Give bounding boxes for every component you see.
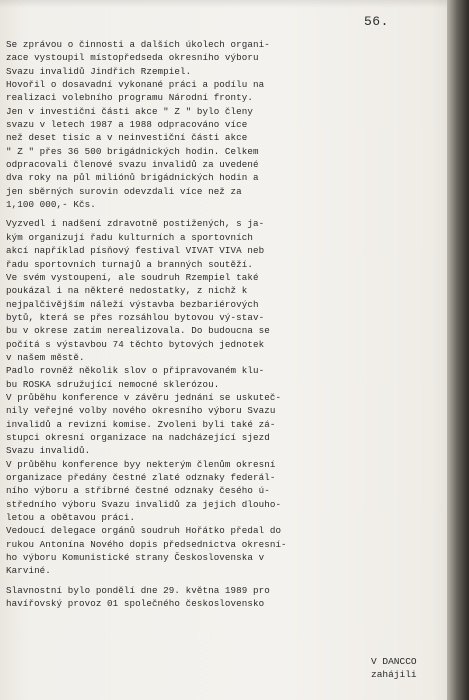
text-line: odpracovali členové svazu invalidů za uvedené xyxy=(6,159,259,171)
text-line: zace vystoupil místopředseda okresního výboru xyxy=(6,52,259,64)
text-line: počítá s výstavbou 74 těchto bytových jednotek xyxy=(6,338,265,350)
book-binding-edge xyxy=(447,0,469,700)
text-line: řadu sportovních turnajů a branných soutěží. xyxy=(6,258,253,270)
page-number: 56. xyxy=(364,14,389,29)
text-line: jen sběrných surovin odevzdali více než za xyxy=(6,185,242,197)
text-line: Svazu invalidů. xyxy=(6,445,91,457)
text-line: rukou Antonína Nového dopis předsednictva okresní- xyxy=(6,538,287,550)
text-line: Jen v investiční části akce " Z " bylo členy xyxy=(6,105,253,117)
text-line: Karviné. xyxy=(6,565,51,577)
text-line: Se zprávou o činnosti a dalších úkolech organi- xyxy=(6,39,270,50)
text-line: než deset tisíc a v neinvestiční části akce xyxy=(6,132,248,144)
text-line: V průběhu konference byy nekterým členům okresní xyxy=(6,458,276,470)
text-line: středního výboru Svazu invalidů za jejich dlouho- xyxy=(6,498,282,510)
page-shadow xyxy=(0,0,447,8)
text-line: akcí například písňový festival VIVAT VIVA neb xyxy=(6,245,265,257)
text-line: havířovský provoz 01 společného československo xyxy=(6,598,265,610)
text-line: Hovořil o dosavadní vykonané práci a podílu na xyxy=(6,79,265,91)
text-line: Ve svém vystoupení, ale soudruh Rzempiel také xyxy=(6,271,259,283)
text-line: ho výboru Komunistické strany Československa v xyxy=(6,552,265,564)
text-line: Vedoucí delegace orgánů soudruh Hořátko předal do xyxy=(6,525,282,537)
text-line: svazu v letech 1987 a 1988 odpracováno více xyxy=(6,119,248,131)
text-line: stupci okresní organizace na nadcházející sjezd xyxy=(6,431,270,443)
text-line: Padlo rovněž několik slov o připravovaném klu- xyxy=(6,365,265,377)
text-line: ního výboru a stříbrné čestné odznaky česého ú- xyxy=(6,485,270,497)
text-line: nily veřejné volby nového okresního výboru Svazu xyxy=(6,405,276,417)
text-line: Slavnostní bylo pondělí dne 29. května 1989 pro xyxy=(6,584,270,596)
text-line: letou a obětavou práci. xyxy=(6,512,136,524)
text-line: bytů, která se přes rozsáhlou bytovou vý-stav- xyxy=(6,311,265,323)
text-line: Vyzvedl i nadšení zdravotně postižených, s ja- xyxy=(6,218,265,230)
text-line: organizace předány čestné zlaté odznaky federál- xyxy=(6,472,276,483)
text-line: bu v okrese zatím nerealizovala. Do budoucna se xyxy=(6,325,270,337)
text-line: nejpalčivějším náleží výstavba bezbariérových xyxy=(6,298,259,310)
text-line: 1,100 000,- Kčs. xyxy=(6,199,96,211)
text-line: realizaci volebního programu Národní fronty. xyxy=(6,92,253,104)
text-line: dva roky na půl miliónů brigádnických hodin a xyxy=(6,172,259,184)
text-line: kým organizují řadu kulturních a sportovních xyxy=(6,231,253,243)
text-line: V průběhu konference v závěru jednání se uskuteč- xyxy=(6,391,282,403)
margin-note-line: V DANCCO xyxy=(371,656,417,667)
text-line: " Z " přes 36 500 brigádnických hodin. Celkem xyxy=(6,145,259,157)
typewritten-text-block xyxy=(6,38,324,610)
text-line: v našem městě. xyxy=(6,351,85,363)
margin-note-line: zahájili xyxy=(371,669,417,680)
text-line: bu ROSKA sdružující nemocné sklerózou. xyxy=(6,378,220,390)
margin-note xyxy=(371,655,441,681)
text-line: invalidů a revizní komise. Zvoleni byli také zá- xyxy=(6,418,276,430)
text-line: poukázal i na některé nedostatky, z nichž k xyxy=(6,285,248,297)
text-line: Svazu invalidů Jindřich Rzempiel. xyxy=(6,65,192,77)
